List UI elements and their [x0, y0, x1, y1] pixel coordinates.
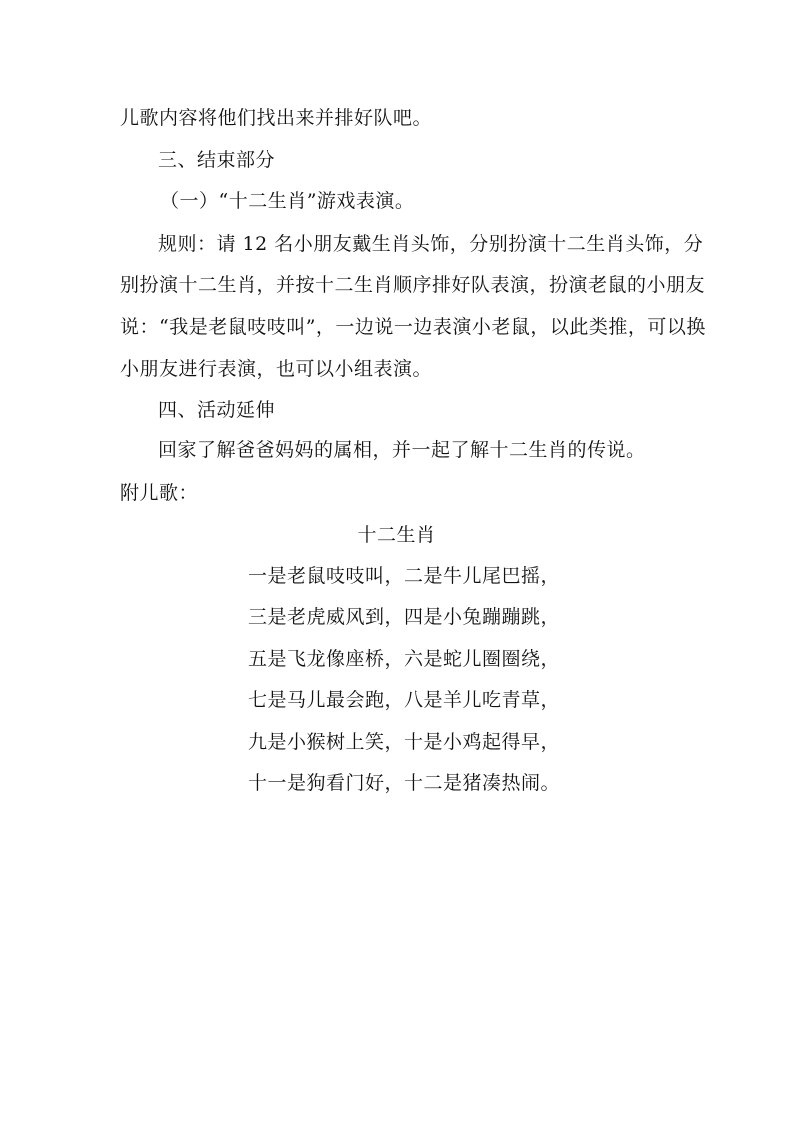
poem-line: 十一是狗看门好，十二是猪凑热闹。	[248, 772, 561, 794]
appendix-label: 附儿歌：	[120, 482, 199, 504]
poem-line: 九是小猴树上笑，十是小鸡起得早，	[248, 731, 561, 753]
rules-line-4: 小朋友进行表演，也可以小组表演。	[120, 358, 433, 380]
section-heading-extension: 四、活动延伸	[158, 399, 276, 421]
rules-line-3: 说：“我是老鼠吱吱叫”，一边说一边表演小老鼠，以此类推，可以换	[120, 316, 706, 338]
poem-line: 五是飞龙像座桥，六是蛇儿圈圈绕，	[248, 648, 561, 670]
rules-line-1: 规则：请 12 名小朋友戴生肖头饰，分别扮演十二生肖头饰，分	[158, 233, 704, 255]
rules-line-2: 别扮演十二生肖，并按十二生肖顺序排好队表演，扮演老鼠的小朋友	[120, 274, 706, 296]
poem-line: 三是老虎威风到，四是小兔蹦蹦跳，	[248, 606, 561, 628]
section-heading-ending: 三、结束部分	[158, 149, 276, 171]
paragraph-intro-tail: 儿歌内容将他们找出来并排好队吧。	[120, 107, 433, 129]
subsection-heading-game: （一）“十二生肖”游戏表演。	[160, 190, 415, 212]
extension-text: 回家了解爸爸妈妈的属相，并一起了解十二生肖的传说。	[158, 439, 646, 461]
poem-line: 七是马儿最会跑，八是羊儿吃青草，	[248, 689, 561, 711]
poem-line: 一是老鼠吱吱叫，二是牛儿尾巴摇，	[248, 565, 561, 587]
poem-title: 十二生肖	[357, 524, 436, 546]
